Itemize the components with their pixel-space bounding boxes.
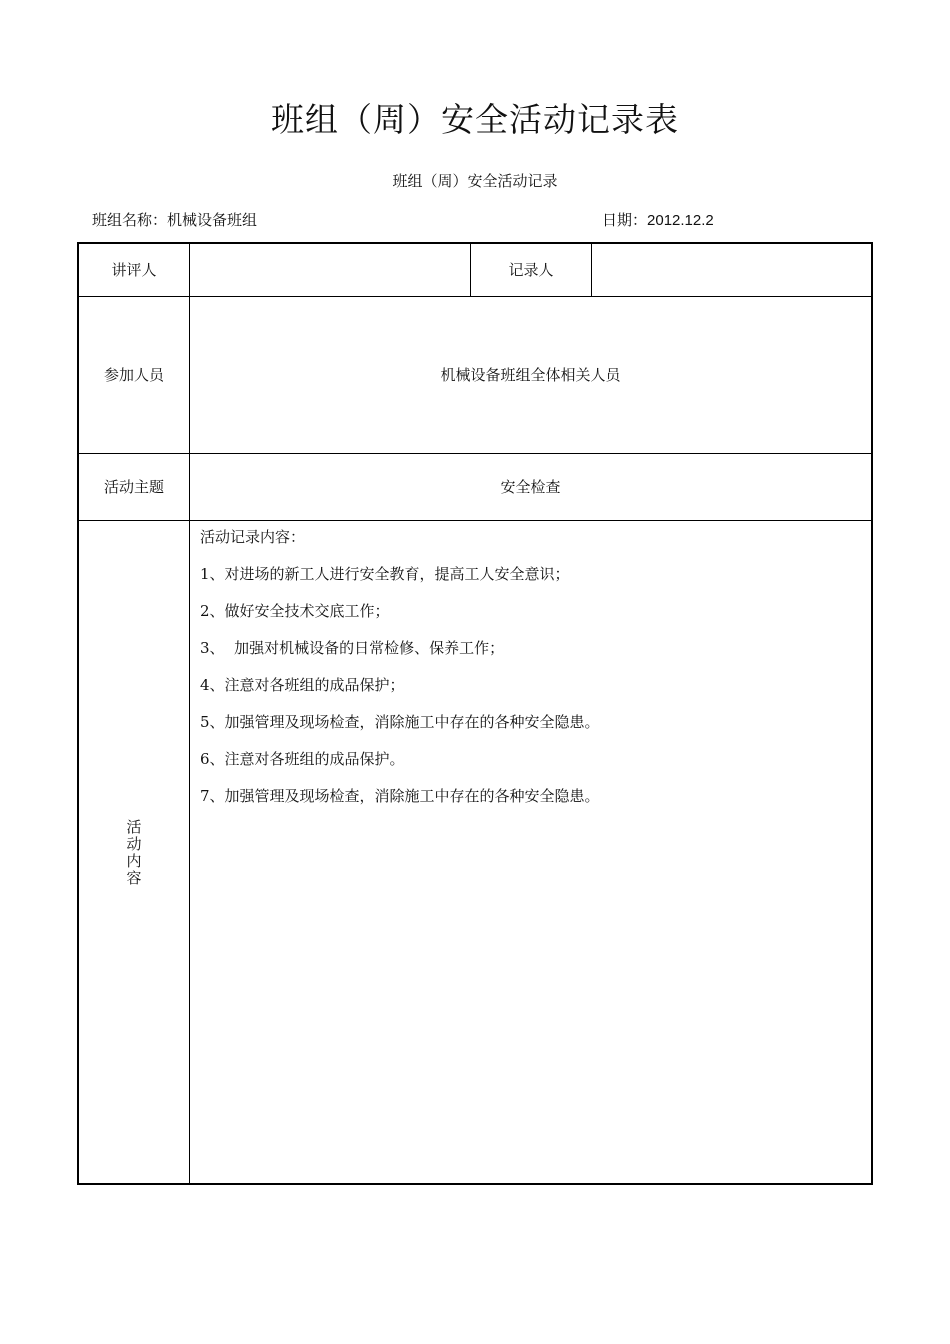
recorder-label: 记录人 (508, 261, 554, 279)
date-value: 2012.12.2 (647, 212, 714, 229)
content-item: 5、加强管理及现场检查，消除施工中存在的各种安全隐患。 (200, 713, 600, 731)
content-label (79, 521, 189, 1185)
form-subtitle: 班组（周）安全活动记录 (392, 172, 558, 190)
record-table (77, 242, 873, 1185)
content-item: 4、注意对各班组的成品保护； (200, 676, 405, 694)
date-label: 日期： (602, 211, 648, 229)
content-item: 7、加强管理及现场检查，消除施工中存在的各种安全隐患。 (200, 787, 600, 805)
content-item: 1、对进场的新工人进行安全教育，提高工人安全意识； (200, 565, 570, 583)
topic-value: 安全检查 (500, 478, 561, 496)
topic-label: 活动主题 (103, 478, 164, 496)
content-item: 2、做好安全技术交底工作； (200, 602, 390, 620)
page-title: 班组（周）安全活动记录表 (271, 100, 679, 139)
activity-content (200, 526, 860, 822)
team-name-label: 班组名称： (92, 211, 168, 229)
participants-label: 参加人员 (103, 366, 164, 384)
content-label-text: 活动内容 (126, 818, 142, 887)
reviewer-value[interactable] (190, 244, 470, 296)
team-name-value: 机械设备班组 (167, 211, 258, 229)
date-field (602, 209, 714, 232)
content-item: 6、注意对各班组的成品保护。 (200, 750, 405, 768)
reviewer-label: 讲评人 (111, 261, 157, 279)
team-name-field (92, 209, 257, 231)
content-heading: 活动记录内容： (200, 528, 306, 546)
row-divider-3 (79, 520, 871, 521)
participants-value: 机械设备班组全体相关人员 (440, 366, 621, 384)
recorder-value[interactable] (592, 244, 871, 296)
content-item: 3、 加强对机械设备的日常检修、保养工作； (200, 639, 505, 657)
